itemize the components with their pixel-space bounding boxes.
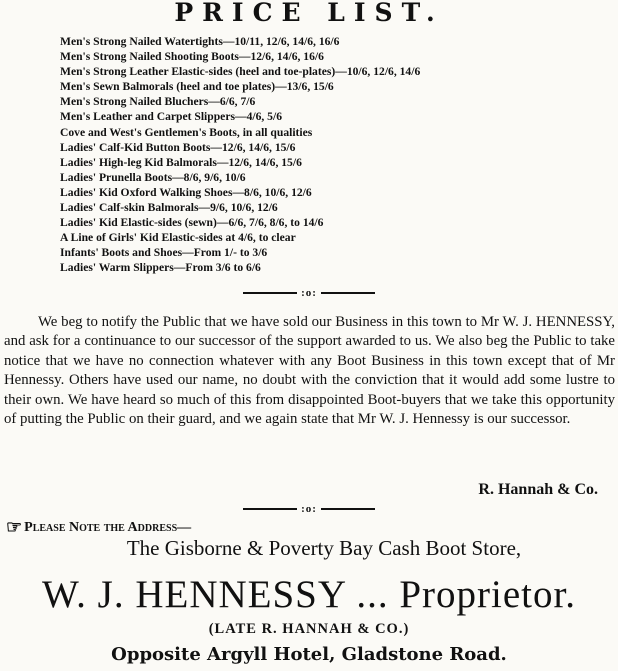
price-item: Cove and West's Gentlemen's Boots, in all qualities [60, 125, 313, 139]
price-item: Ladies' Kid Oxford Walking Shoes—8/6, 10/6, 12/6 [60, 185, 312, 199]
price-item: Men's Strong Nailed Shooting Boots—12/6, 14/6, 16/6 [60, 50, 324, 64]
address-heading [6, 517, 191, 538]
pointing-hand-icon: ☞ [6, 517, 23, 537]
late-note: (LATE R. HANNAH & CO.) [208, 621, 410, 637]
price-item: Ladies' Calf-skin Balmorals—9/6, 10/6, 12/6 [60, 201, 278, 215]
proprietor-name: W. J. HENNESSY ... Proprietor. [41, 573, 577, 616]
section-divider [0, 287, 618, 299]
price-list [60, 34, 610, 276]
signature: R. Hannah & Co. [478, 481, 598, 498]
price-item: Men's Leather and Carpet Slippers—4/6, 5/6 [60, 110, 283, 124]
divider-rule-right [321, 292, 375, 294]
price-item: Infants' Boots and Shoes—From 1/- to 3/6 [60, 246, 268, 260]
price-item: Men's Strong Nailed Watertights—10/11, 12/6, 14/6, 16/6 [60, 35, 340, 48]
price-item: Ladies' Prunella Boots—8/6, 9/6, 10/6 [60, 170, 246, 184]
price-item: Ladies' Calf-Kid Button Boots—12/6, 14/6, 15/6 [60, 140, 296, 154]
price-list-title: PRICE LIST. [174, 0, 444, 27]
store-name: The Gisborne & Poverty Bay Cash Boot Store, [126, 536, 522, 560]
address-heading-text: Please Note the Address— [24, 520, 192, 535]
divider-mark: :o: [301, 287, 317, 299]
price-item: Ladies' High-leg Kid Balmorals—12/6, 14/6, 15/6 [60, 155, 302, 169]
section-divider [0, 503, 618, 515]
price-item: Ladies' Warm Slippers—From 3/6 to 6/6 [60, 261, 261, 275]
divider-rule-right [321, 508, 375, 510]
price-item: Ladies' Kid Elastic-sides (sewn)—6/6, 7/6, 8/6, to 14/6 [60, 216, 324, 230]
divider-mark: :o: [301, 503, 317, 515]
notice-paragraph: We beg to notify the Public that we have sold our Business in this town to Mr W. J. HENNESSY, and ask for a continuance to our successor of the support awarded to us. We also beg the Public to take notice that we have no connection whatever with any Boot Business in this town except that of Mr Hennessy. Others have used our name, no doubt with the conviction that it would add some lustre to their own. We have heard so much of this from disappointed Boot-buyers that we take this opportunity of putting the Public on their guard, and we again state that Mr W. J. Hennessy is our successor. [4, 314, 615, 428]
price-item: Men's Sewn Balmorals (heel and toe plates)—13/6, 15/6 [60, 80, 334, 94]
price-item: A Line of Girls' Kid Elastic-sides at 4/6, to clear [60, 231, 296, 245]
divider-rule-left [243, 508, 297, 510]
price-item: Men's Strong Nailed Bluchers—6/6, 7/6 [60, 95, 256, 109]
divider-rule-left [243, 292, 297, 294]
price-item: Men's Strong Leather Elastic-sides (heel and toe-plates)—10/6, 12/6, 14/6 [60, 65, 421, 79]
store-location: Opposite Argyll Hotel, Gladstone Road. [111, 644, 507, 665]
